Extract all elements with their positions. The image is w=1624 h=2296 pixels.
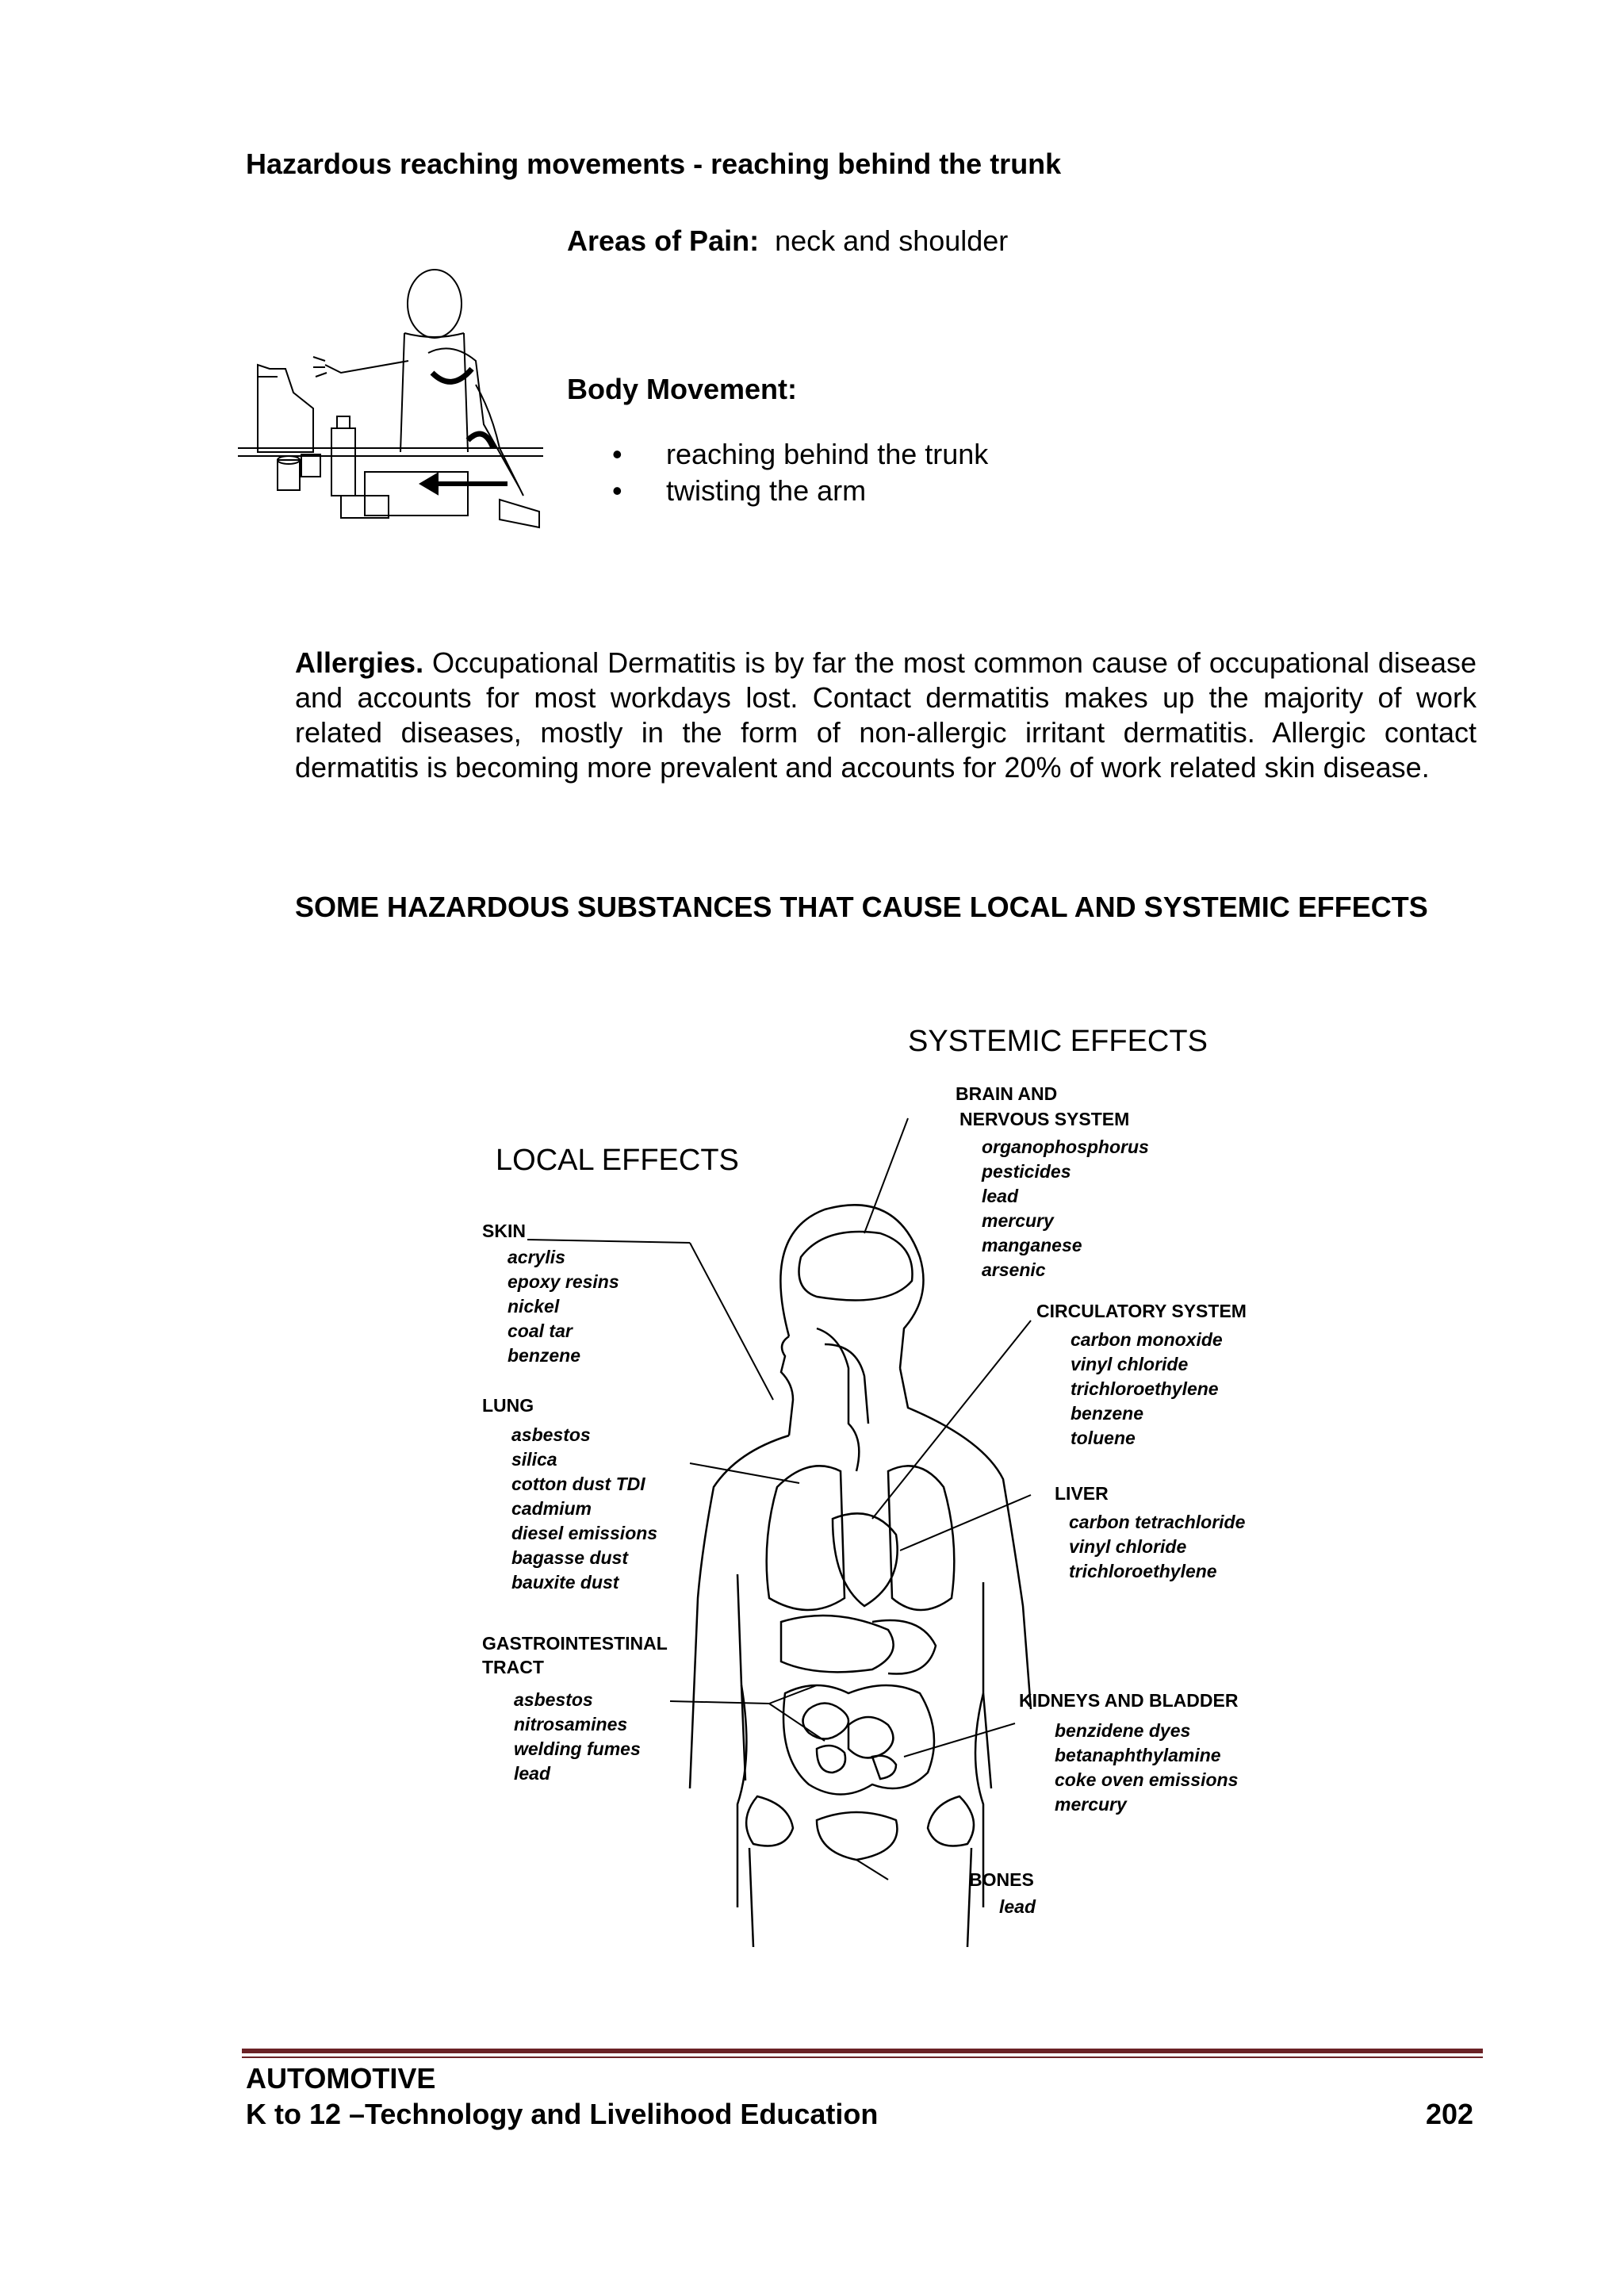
leader-lines (527, 1118, 1031, 1880)
lung-item: bagasse dust (511, 1547, 628, 1568)
gi-label-line: TRACT (482, 1657, 544, 1677)
gi-item: lead (514, 1763, 551, 1784)
kidneys-item: coke oven emissions (1055, 1769, 1239, 1790)
allergies-paragraph (295, 646, 1477, 785)
brain-label-line: NERVOUS SYSTEM (959, 1109, 1130, 1129)
circulatory-item: vinyl chloride (1071, 1354, 1189, 1374)
circulatory-item: trichloroethylene (1071, 1378, 1219, 1399)
skin-item: acrylis (508, 1247, 565, 1267)
lung-item: diesel emissions (511, 1523, 658, 1543)
gi-label-line: GASTROINTESTINAL (482, 1633, 668, 1654)
skin-item: nickel (508, 1296, 560, 1317)
circulatory-label: CIRCULATORY SYSTEM (1036, 1301, 1247, 1321)
body-outline (690, 1205, 1031, 1947)
gi-item: asbestos (514, 1689, 593, 1710)
circulatory-item: toluene (1071, 1428, 1136, 1448)
brain-item: organophosphorus (982, 1137, 1149, 1157)
brain-item: lead (982, 1186, 1019, 1206)
kidneys-item: benzidene dyes (1055, 1720, 1191, 1741)
kidneys-item: mercury (1055, 1794, 1127, 1815)
footer-rule (242, 2049, 1483, 2053)
brain-item: mercury (982, 1210, 1054, 1231)
lung-item: asbestos (511, 1424, 591, 1445)
local-effects-title: LOCAL EFFECTS (496, 1144, 739, 1177)
bones-label: BONES (969, 1869, 1034, 1890)
substances-heading: SOME HAZARDOUS SUBSTANCES THAT CAUSE LOCAL AND SYSTEMIC EFFECTS (295, 891, 1428, 923)
page-number: 202 (1426, 2098, 1474, 2130)
brain-label-line: BRAIN AND (956, 1083, 1058, 1104)
list-item: • twisting the arm (611, 473, 988, 509)
lung-item: cotton dust TDI (511, 1474, 645, 1494)
brain-item: pesticides (982, 1161, 1071, 1182)
areas-of-pain (567, 224, 1008, 258)
skin-item: benzene (508, 1345, 581, 1366)
list-item: • reaching behind the trunk (611, 436, 988, 473)
skin-item: epoxy resins (508, 1271, 619, 1292)
areas-of-pain-label: Areas of Pain: (567, 224, 760, 257)
circulatory-item: carbon monoxide (1071, 1329, 1223, 1350)
brain-item: arsenic (982, 1259, 1046, 1280)
body-movement-list (611, 436, 988, 509)
liver-item: trichloroethylene (1069, 1561, 1217, 1581)
allergies-lead: Allergies. (295, 646, 424, 679)
systemic-effects-title: SYSTEMIC EFFECTS (908, 1025, 1208, 1058)
lung-item: bauxite dust (511, 1572, 619, 1593)
lung-item: silica (511, 1449, 557, 1470)
gi-item: nitrosamines (514, 1714, 628, 1734)
allergies-text: Occupational Dermatitis is by far the most common cause of occupational disease and accounts for most workdays lost. Contact dermatitis makes up the majority of work related diseases, mostly in the form of non-allergic irritant dermatitis. Allergic contact dermatitis is becoming more prevalent and accounts for 20% of work related skin disease. (295, 646, 1477, 784)
body-movement-heading: Body Movement: (567, 373, 798, 405)
gi-item: welding fumes (514, 1738, 641, 1759)
lung-item: cadmium (511, 1498, 592, 1519)
worker-reaching-illustration (238, 266, 543, 535)
kidneys-item: betanaphthylamine (1055, 1745, 1221, 1765)
skin-item: coal tar (508, 1320, 573, 1341)
skin-label: SKIN (482, 1221, 526, 1241)
kidneys-label: KIDNEYS AND BLADDER (1019, 1690, 1239, 1711)
bullet-icon: • (612, 474, 622, 507)
hazardous-substances-body-diagram (476, 995, 1269, 2018)
brain-item: manganese (982, 1235, 1082, 1255)
areas-of-pain-value: neck and shoulder (775, 224, 1009, 257)
liver-item: vinyl chloride (1069, 1536, 1187, 1557)
liver-item: carbon tetrachloride (1069, 1512, 1246, 1532)
footer-course: K to 12 –Technology and Livelihood Education (246, 2098, 879, 2130)
section-heading: Hazardous reaching movements - reaching behind the trunk (246, 148, 1062, 180)
liver-label: LIVER (1055, 1483, 1109, 1504)
footer-subject: AUTOMOTIVE (246, 2062, 436, 2095)
footer-rule-thin (242, 2056, 1483, 2058)
circulatory-item: benzene (1071, 1403, 1144, 1424)
lung-label: LUNG (482, 1395, 534, 1416)
bullet-icon: • (612, 438, 622, 470)
bones-item: lead (999, 1896, 1036, 1917)
